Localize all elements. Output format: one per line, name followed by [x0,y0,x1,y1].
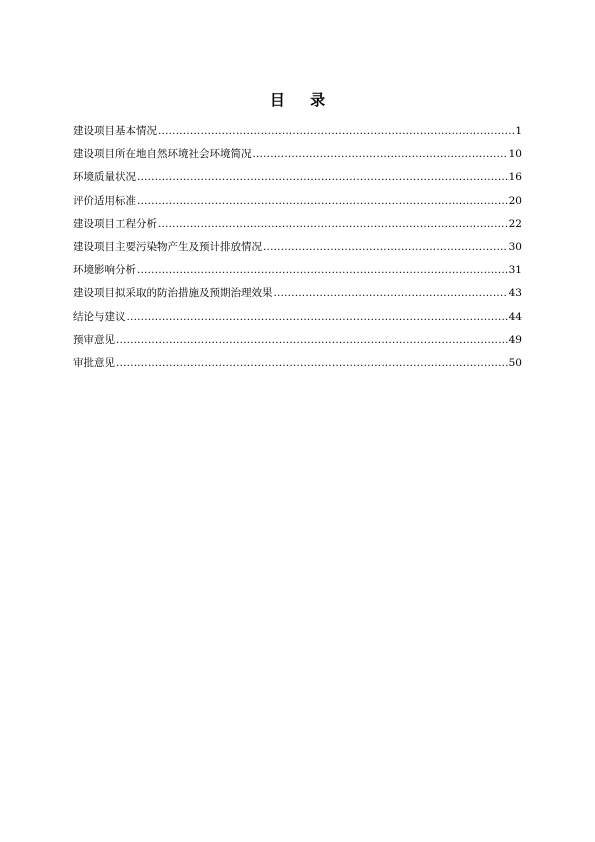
toc-entry[interactable] [73,240,522,263]
toc-entry-label: 环境质量状况 [73,171,136,184]
toc-entry[interactable] [73,194,522,217]
toc-entry-label: 建设项目基本情况 [73,125,157,137]
toc-entry-label: 建设项目拟采取的防治措施及预期治理效果 [73,287,273,300]
toc-entry[interactable] [73,356,522,379]
toc-entry[interactable] [73,170,522,193]
toc-entry-page: 20 [508,194,522,207]
toc-entry-page: 22 [508,217,522,230]
toc-title: 目 录 [269,91,336,109]
toc-dot-leader [274,286,508,300]
toc-entry[interactable] [73,263,522,286]
toc-entry-page: 10 [508,148,522,161]
toc-entry-label: 审批意见 [73,356,115,369]
toc-dot-leader [158,217,508,231]
toc-entry-page: 50 [508,356,522,369]
toc-entry-page: 31 [508,264,522,277]
toc-entry[interactable] [73,124,522,147]
toc-dot-leader [116,356,508,370]
toc-entry[interactable] [73,333,522,356]
toc-entry-page: 43 [508,287,522,300]
toc-entry-page: 1 [515,125,522,137]
toc-dot-leader [137,263,508,277]
toc-entry-page: 49 [508,333,522,346]
toc-entry[interactable] [73,217,522,240]
toc-dot-leader [253,147,508,161]
toc-entry-label: 建设项目主要污染物产生及预计排放情况 [73,240,262,253]
toc-dot-leader [263,240,508,254]
toc-entry[interactable] [73,147,522,170]
toc-entry-label: 结论与建议 [73,310,126,323]
toc-dot-leader [116,333,508,347]
toc-entry-label: 环境影响分析 [73,264,136,277]
toc-entry-page: 16 [508,171,522,184]
toc-entry-label: 评价适用标准 [73,194,136,207]
toc-entry-page: 30 [508,240,522,253]
toc-entry[interactable] [73,286,522,309]
toc-dot-leader [137,170,508,184]
toc-entry-label: 建设项目工程分析 [73,217,157,230]
toc-dot-leader [137,194,508,208]
toc-entry-label: 建设项目所在地自然环境社会环境简况 [73,148,252,161]
toc-entry-label: 预审意见 [73,333,115,346]
toc-dot-leader [127,310,508,324]
toc-dot-leader [158,124,514,138]
table-of-contents [73,124,522,379]
toc-entry[interactable] [73,310,522,333]
toc-entry-page: 44 [508,310,522,323]
